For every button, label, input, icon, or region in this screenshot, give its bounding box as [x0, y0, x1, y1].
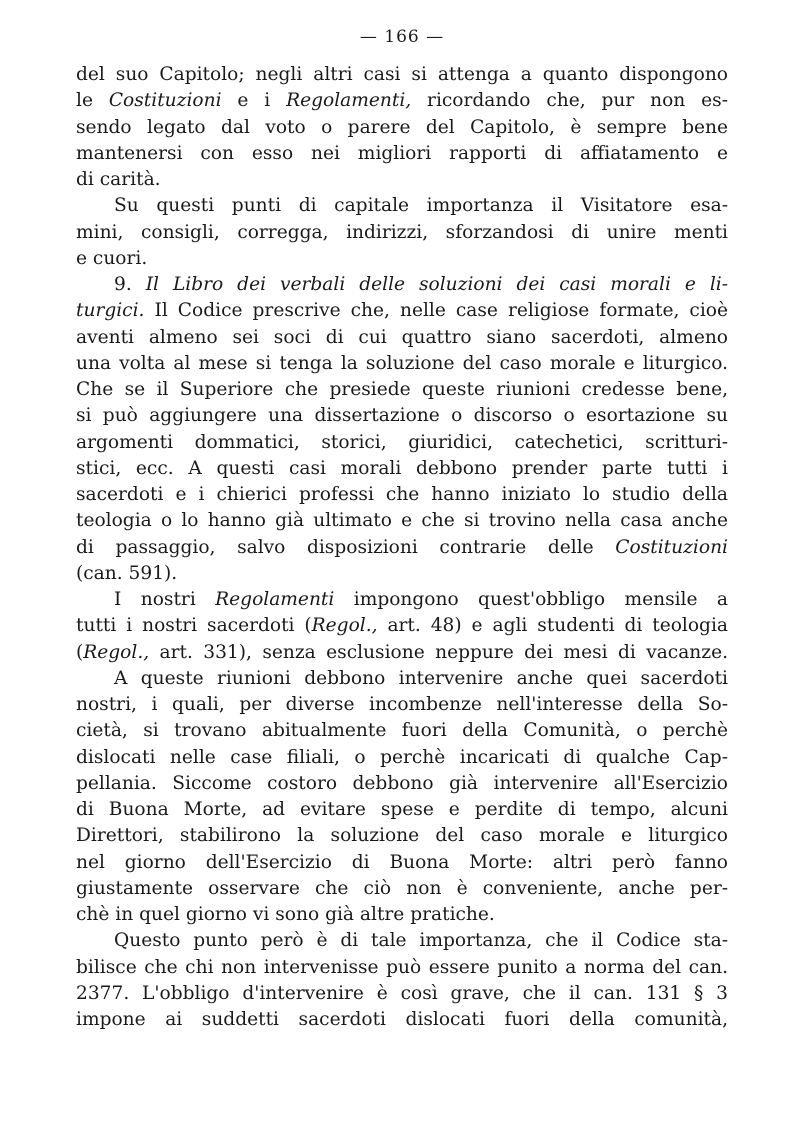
text-line: [76, 88, 728, 114]
text-span: cietà, si trovano abitualmente fuori della Comunità, o perchè: [76, 720, 728, 742]
text-line: [76, 167, 728, 193]
text-span: mantenersi con esso nei migliori rapporti di affiatamento e: [76, 142, 728, 164]
text-span: di Buona Morte, ad evitare spese e perdite di tempo, alcuni: [76, 799, 728, 820]
text-span: dislocati nelle case filiali, o perchè incaricati di qualche Cap-: [76, 746, 728, 768]
text-line: [76, 377, 728, 403]
book-page: [76, 22, 728, 1033]
text-line: [76, 902, 728, 928]
text-span: (: [76, 641, 84, 663]
text-span: art. 331), senza esclusione neppure dei mesi di vacanze.: [149, 641, 728, 663]
text-span: ricordando che, pur non es-: [411, 90, 728, 112]
section-heading-line: [76, 272, 728, 298]
italic-text: turgici.: [76, 300, 145, 322]
text-span: aventi almeno sei soci di cui quattro siano sacerdoti, almeno: [76, 326, 728, 348]
text-line: [76, 823, 728, 849]
text-line: [76, 928, 728, 954]
text-span: nel giorno dell'Esercizio di Buona Morte: altri però fanno: [76, 851, 728, 873]
text-line: [76, 220, 728, 246]
text-span: impone ai suddetti sacerdoti dislocati fuori della comunità,: [76, 1009, 728, 1030]
text-line: [76, 640, 728, 666]
text-span: art. 48) e agli studenti di teologia: [377, 615, 728, 637]
text-line: [76, 115, 728, 141]
italic-text: Regol.,: [83, 641, 150, 663]
italic-text: Costituzioni: [615, 536, 728, 558]
text-span: 2377. L'obbligo d'intervenire è così grave, che il can. 131 § 3: [76, 982, 728, 1004]
text-span: pellania. Siccome costoro debbono già intervenire all'Esercizio: [76, 772, 728, 794]
text-span: una volta al mese si tenga la soluzione del caso morale e liturgico.: [76, 352, 728, 374]
text-span: impongono quest'obbligo mensile a: [334, 589, 728, 610]
italic-text: Costituzioni: [108, 90, 222, 112]
text-span: Il Codice prescrive che, nelle case religiose formate, cioè: [144, 300, 728, 322]
text-line: [76, 613, 728, 639]
text-line: [76, 692, 728, 718]
text-line: [76, 193, 728, 219]
text-span: e cuori.: [76, 247, 148, 269]
text-span: sendo legato dal voto o parere del Capitolo, è sempre bene: [76, 116, 728, 138]
text-span: Che se il Superiore che presiede queste riunioni credesse bene,: [76, 379, 728, 400]
text-span: chè in quel giorno vi sono già altre pratiche.: [76, 904, 495, 925]
text-line: [76, 482, 728, 508]
text-line: [76, 771, 728, 797]
text-span: le: [76, 90, 109, 112]
text-line: [76, 141, 728, 167]
text-span: (can. 591).: [76, 562, 178, 584]
italic-text: Il Libro dei verbali delle soluzioni dei casi morali e li-: [145, 274, 728, 295]
text-line: [76, 718, 728, 744]
text-line: [76, 535, 728, 561]
text-line: [76, 850, 728, 876]
text-line: [76, 587, 728, 613]
text-span: del suo Capitolo; negli altri casi si attenga a quanto dispongono: [76, 64, 728, 85]
text-span: teologia o lo hanno già ultimato e che si trovino nella casa anche: [76, 510, 728, 532]
text-span: nostri, i quali, per diverse incombenze nell'interesse della So-: [76, 694, 728, 715]
text-span: stici, ecc. A questi casi morali debbono prender parte tutti i: [76, 457, 728, 479]
text-line: [76, 561, 728, 587]
text-span: Su questi punti di capitale importanza il Visitatore esa-: [114, 195, 728, 217]
text-span: argomenti dommatici, storici, giuridici, catechetici, scritturi-: [76, 431, 728, 453]
text-span: A queste riunioni debbono intervenire anche quei sacerdoti: [114, 667, 728, 689]
text-span: Questo punto però è di tale importanza, che il Codice sta-: [114, 930, 728, 952]
text-line: [76, 298, 728, 324]
text-span: giustamente osservare che ciò non è conveniente, anche per-: [76, 877, 728, 899]
text-line: [76, 325, 728, 351]
text-span: di carità.: [76, 169, 161, 190]
page-number: — 166 —: [359, 27, 445, 47]
text-line: [76, 351, 728, 377]
body-text: [76, 62, 728, 1033]
text-span: si può aggiungere una dissertazione o discorso o esortazione su: [76, 405, 728, 427]
text-span: e i: [221, 90, 287, 112]
text-line: [76, 876, 728, 902]
text-line: [76, 403, 728, 429]
text-line: [76, 456, 728, 482]
italic-text: Regolamenti,: [286, 90, 412, 112]
text-span: Direttori, stabilirono la soluzione del caso morale e liturgico: [76, 825, 728, 847]
text-line: [76, 246, 728, 272]
text-line: [76, 1007, 728, 1033]
text-span: mini, consigli, corregga, indirizzi, sforzandosi di unire menti: [76, 221, 728, 243]
text-line: [76, 62, 728, 88]
text-line: [76, 745, 728, 771]
text-line: [76, 797, 728, 823]
italic-text: Regol.,: [311, 615, 378, 637]
text-line: [76, 981, 728, 1007]
text-span: di passaggio, salvo disposizioni contrarie delle: [76, 536, 616, 558]
text-span: bilisce che chi non intervenisse può essere punito a norma del can.: [76, 956, 728, 978]
text-line: [76, 508, 728, 534]
text-span: I nostri: [114, 589, 216, 610]
text-line: [76, 430, 728, 456]
text-span: sacerdoti e i chierici professi che hanno iniziato lo studio della: [76, 484, 728, 505]
italic-text: Regolamenti: [215, 589, 335, 610]
text-line: [76, 955, 728, 981]
text-span: 9.: [114, 274, 146, 295]
text-span: tutti i nostri sacerdoti (: [76, 615, 312, 637]
text-line: [76, 666, 728, 692]
